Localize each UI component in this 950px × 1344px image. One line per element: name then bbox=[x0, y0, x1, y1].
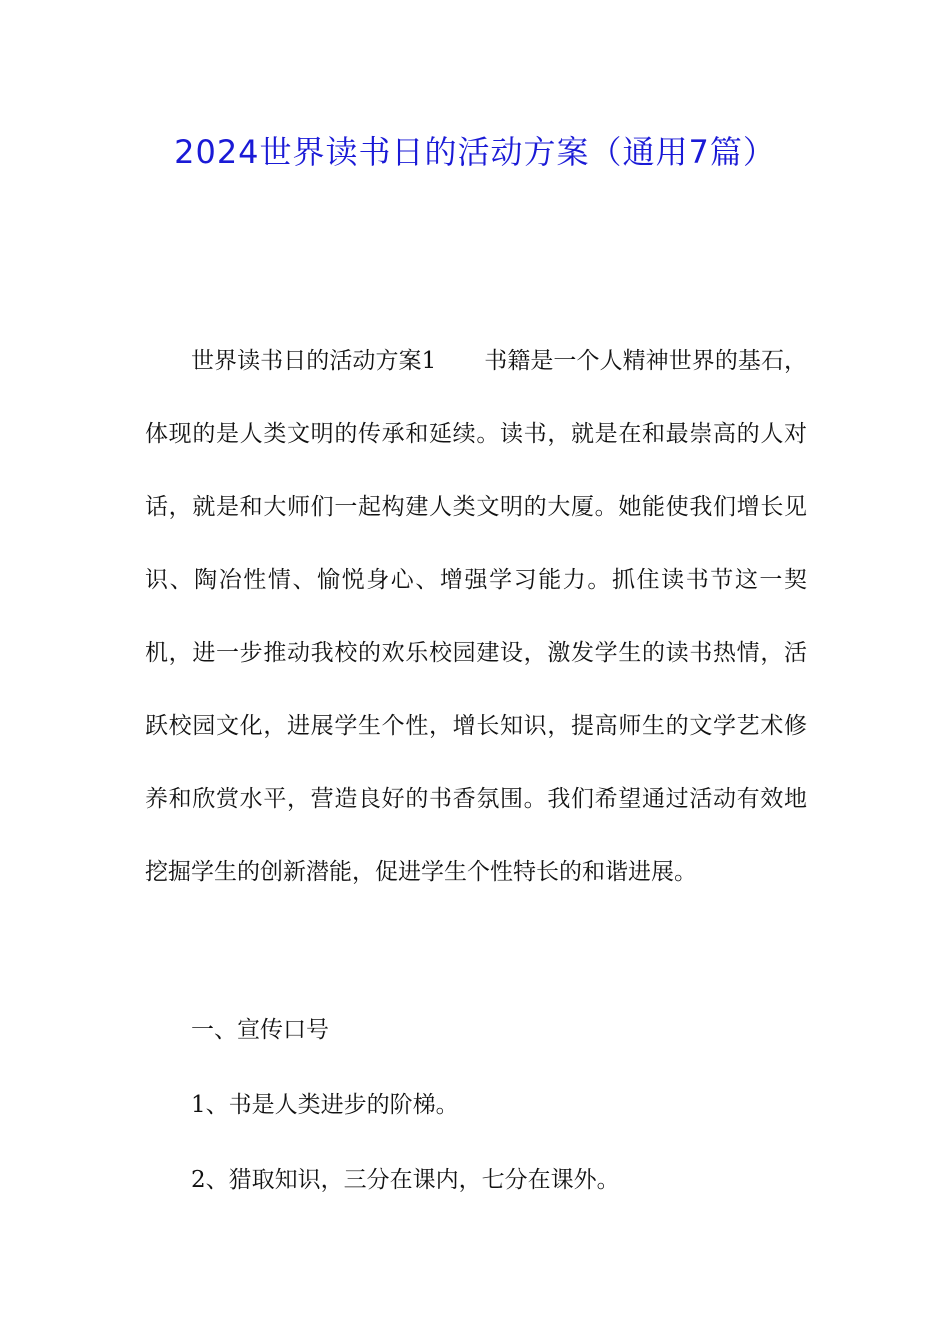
intro-heading: 世界读书日的活动方案1 bbox=[191, 348, 437, 374]
intro-paragraph: 书籍是一个人精神世界的基石，体现的是人类文明的传承和延续。读书，就是在和最崇高的人对话，就是和大师们一起构建人类文明的大厦。她能使我们增长见识、陶冶性情、愉悦身心、增强学习能力。抓住读书节这一契机，进一步推动我校的欢乐校园建设，激发学生的读书热情，活跃校园文化，进展学生个性，增长知识，提高师生的文学艺术修养和欣赏水平，营造良好的书香氛围。我们希望通过活动有效地挖掘学生的创新潜能，促进学生个性特长的和谐进展。 bbox=[145, 348, 807, 885]
section-heading-slogans: 一、宣传口号 bbox=[191, 1017, 329, 1043]
document-title: 2024世界读书日的活动方案（通用7篇） bbox=[174, 133, 776, 171]
intro-paragraph-block bbox=[145, 325, 807, 909]
slogan-item-1: 1、书是人类进步的阶梯。 bbox=[191, 1092, 459, 1118]
slogan-item-2: 2、猎取知识，三分在课内，七分在课外。 bbox=[191, 1167, 620, 1193]
